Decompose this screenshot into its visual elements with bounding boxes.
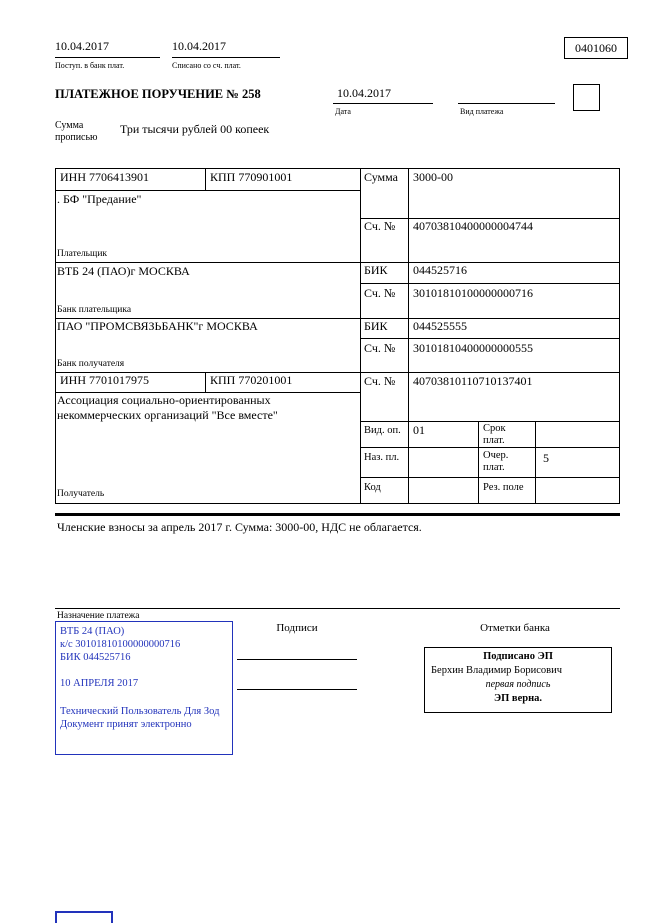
order-value: 5 xyxy=(543,451,549,465)
document-date: 10.04.2017 xyxy=(337,86,391,100)
payer-bank-account-label: Сч. № xyxy=(364,286,396,300)
table-line xyxy=(619,168,620,503)
op-type-label: Вид. оп. xyxy=(364,425,401,436)
table-line xyxy=(360,338,620,339)
payee-bank-label: Банк получателя xyxy=(57,359,125,369)
document-title: ПЛАТЕЖНОЕ ПОРУЧЕНИЕ № 258 xyxy=(55,87,261,101)
stamp-accepted-note: Документ принят электронно xyxy=(60,719,192,730)
reserve-field-label: Рез. поле xyxy=(483,482,524,493)
payment-type-label: Вид платежа xyxy=(460,107,504,116)
table-line xyxy=(478,421,479,503)
table-line xyxy=(360,168,361,503)
signature-line xyxy=(237,659,357,660)
payee-name-line2: некоммерческих организаций "Все вместе" xyxy=(57,408,278,422)
payer-bank-name: ВТБ 24 (ПАО)г МОСКВА xyxy=(57,264,190,278)
stamp-date: 10 АПРЕЛЯ 2017 xyxy=(60,678,139,689)
payee-bank-account-label: Сч. № xyxy=(364,341,396,355)
divider xyxy=(55,57,160,58)
stamp-bik: БИК 044525716 xyxy=(60,652,131,663)
payee-bank-account: 30101810400000000555 xyxy=(413,341,533,355)
debited-date: 10.04.2017 xyxy=(172,39,226,53)
payee-bank-bik: 044525555 xyxy=(413,319,467,333)
payer-account-label: Сч. № xyxy=(364,219,396,233)
amount-words-value: Три тысячи рублей 00 копеек xyxy=(120,122,270,136)
purpose-code-label: Наз. пл. xyxy=(364,452,400,463)
table-line xyxy=(360,421,620,422)
next-page-stamp-fragment xyxy=(55,911,113,923)
payer-account: 40703810400000004744 xyxy=(413,219,533,233)
table-line xyxy=(408,168,409,503)
stamp-bank-name: ВТБ 24 (ПАО) xyxy=(60,626,125,637)
payer-bank-label: Банк плательщика xyxy=(57,305,132,315)
table-line xyxy=(360,477,620,478)
payee-name-line1: Ассоциация социально-ориентированных xyxy=(57,393,271,407)
payee-account: 40703810110710137401 xyxy=(413,374,533,388)
payer-bank-bik-label: БИК xyxy=(364,263,388,277)
payment-purpose-text: Членские взносы за апрель 2017 г. Сумма: 3000-00, НДС не облагается. xyxy=(57,520,422,534)
signed-ep-stamp xyxy=(424,647,612,713)
divider xyxy=(333,103,433,104)
payer-kpp: КПП 770901001 xyxy=(210,170,293,184)
amount-words-label: Сумма прописью xyxy=(55,120,98,143)
table-line xyxy=(55,190,360,191)
signer-name: Берхин Владимир Борисович xyxy=(431,665,562,676)
divider xyxy=(458,103,555,104)
divider xyxy=(172,57,280,58)
payer-inn: ИНН 7706413901 xyxy=(60,170,149,184)
first-signature-note: первая подпись xyxy=(485,679,551,690)
stamp-corr-account: к/с 30101810100000000716 xyxy=(60,639,181,650)
payer-bank-bik: 044525716 xyxy=(413,263,467,277)
table-line xyxy=(55,608,620,609)
code-label: Код xyxy=(364,482,381,493)
received-in-bank-date: 10.04.2017 xyxy=(55,39,109,53)
table-line xyxy=(535,421,536,503)
signed-ep-title: Подписано ЭП xyxy=(483,651,553,662)
amount-cell-label: Сумма xyxy=(364,170,398,184)
payee-kpp: КПП 770201001 xyxy=(210,373,293,387)
table-line xyxy=(55,168,620,169)
amount-value: 3000-00 xyxy=(413,170,453,184)
received-in-bank-label: Поступ. в банк плат. xyxy=(55,61,125,70)
date-label: Дата xyxy=(335,107,351,116)
table-line xyxy=(360,447,620,448)
table-line xyxy=(205,372,206,392)
payer-bank-account: 30101810100000000716 xyxy=(413,286,533,300)
order-label: Очер. плат. xyxy=(483,450,509,474)
bank-marks-label: Отметки банка xyxy=(480,622,550,634)
ep-valid-note: ЭП верна. xyxy=(493,693,542,704)
payee-label: Получатель xyxy=(57,489,105,499)
op-type-value: 01 xyxy=(413,423,425,437)
payee-bank-name: ПАО "ПРОМСВЯЗЬБАНК"г МОСКВА xyxy=(57,319,258,333)
payer-label: Плательщик xyxy=(57,249,108,259)
table-line xyxy=(360,283,620,284)
form-code-box: 0401060 xyxy=(564,37,628,59)
payee-account-label: Сч. № xyxy=(364,374,396,388)
payment-purpose-label: Назначение платежа xyxy=(57,611,140,621)
payee-bank-bik-label: БИК xyxy=(364,319,388,333)
debited-label: Списано со сч. плат. xyxy=(172,61,241,70)
stamp-user: Технический Пользователь Для Зод xyxy=(60,706,220,717)
payer-name: . БФ "Предание" xyxy=(57,192,142,206)
table-line xyxy=(55,168,56,503)
bank-electronic-stamp xyxy=(55,621,233,755)
table-line xyxy=(55,503,620,504)
signatures-label: Подписи xyxy=(276,622,318,634)
table-line xyxy=(55,262,620,263)
section-thick-line xyxy=(55,513,620,516)
payment-type-box xyxy=(573,84,600,111)
table-line xyxy=(205,168,206,190)
term-label: Срок плат. xyxy=(483,423,506,447)
payee-inn: ИНН 7701017975 xyxy=(60,373,149,387)
signature-line xyxy=(237,689,357,690)
